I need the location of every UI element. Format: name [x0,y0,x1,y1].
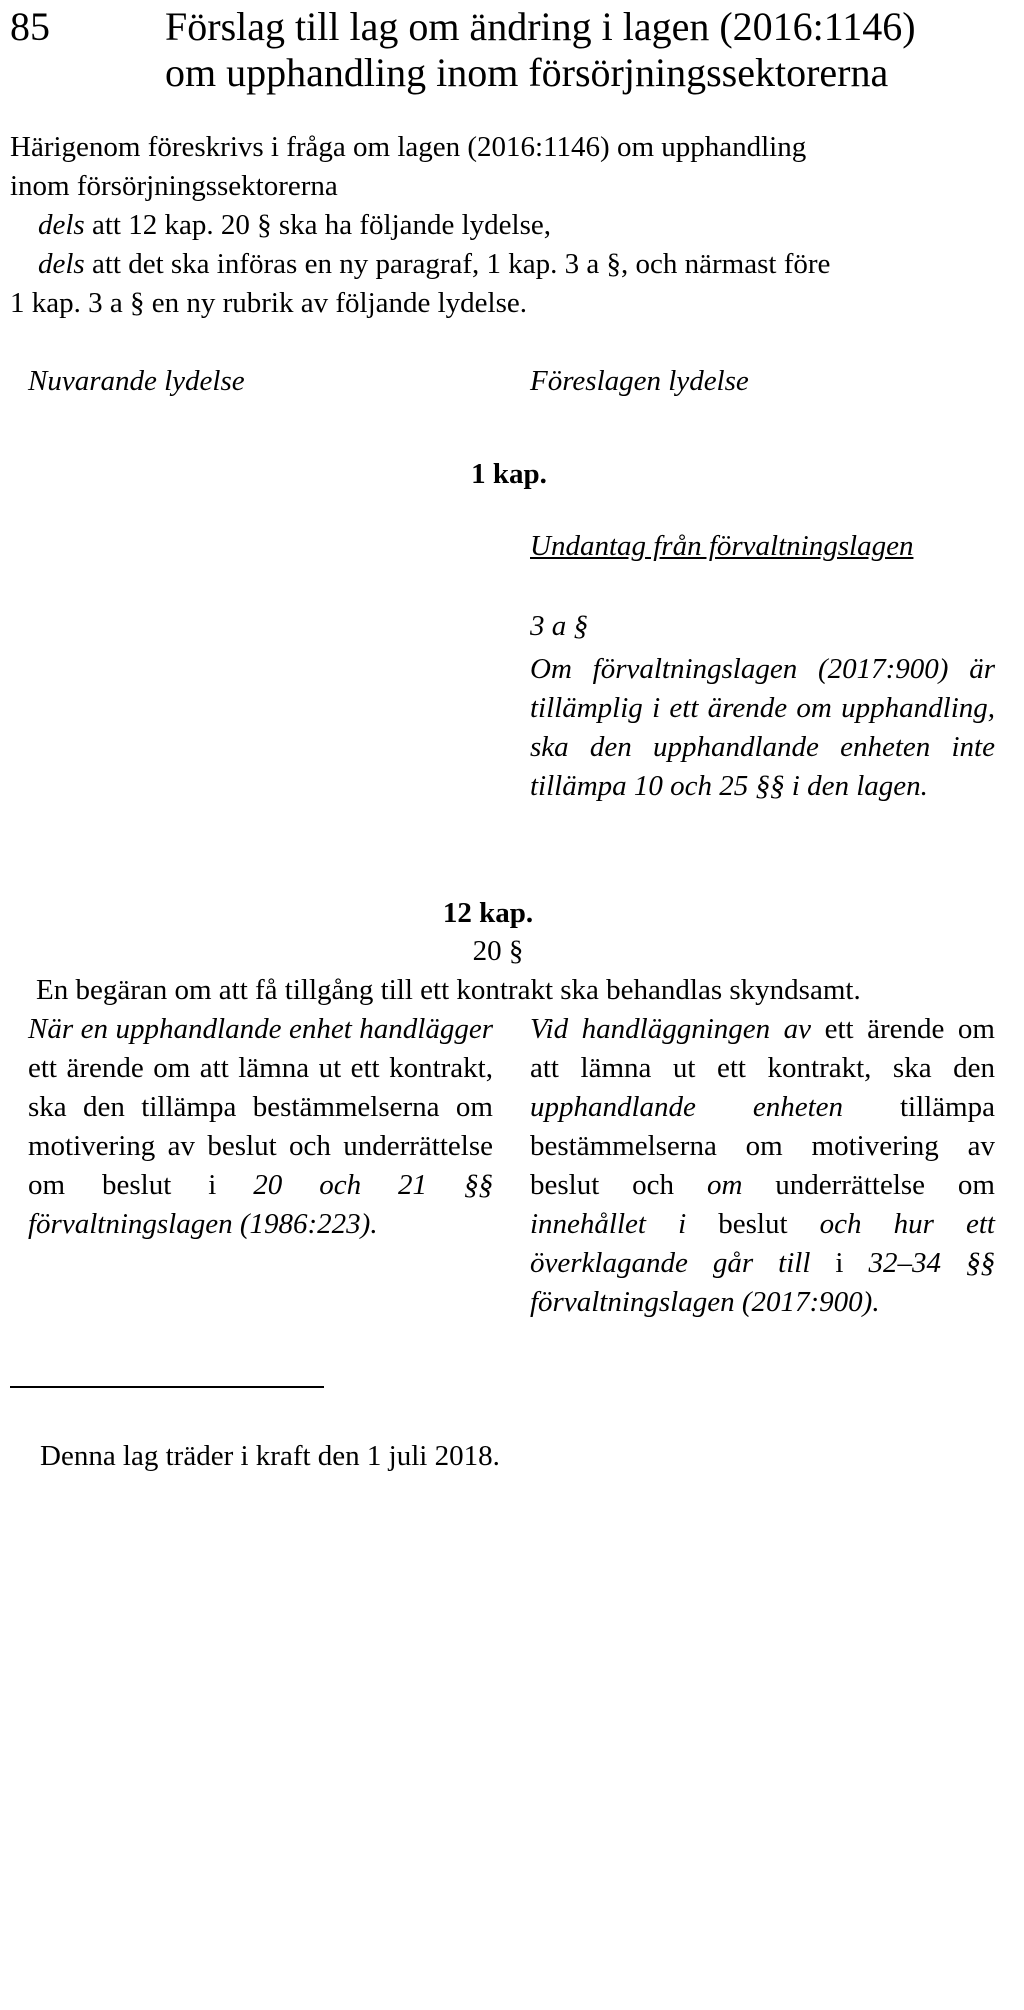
dels-1-text: att 12 kap. 20 § ska ha följande lydelse, [84,209,552,241]
chapter-1-heading: 1 kap. [471,458,547,490]
page-number: 85 [10,4,50,49]
intro-line-5: 1 kap. 3 a § en ny rubrik av följande lydelse. [10,287,528,319]
section-3a-proposed-text: Om förvaltningslagen (2017:900) är tillämplig i ett ärende om upphandling, ska den upphandlande enheten inte tillämpa 10 och 25 §§ i den lagen. [530,653,995,802]
current-wording-heading: Nuvarande lydelse [28,365,245,397]
dels-word: dels [38,209,85,241]
intro-paragraph [10,128,1010,323]
chapter-12-heading: 12 kap. [442,897,534,929]
current-text-plain-1: ett ärende om att lämna ut ett kontrakt, ska den tillämpa bestämmelserna om motivering av beslut och underrättelse om beslut i [28,1052,493,1201]
section-rubrik: Undantag från förvaltningslagen [530,530,914,562]
section-20-current-text [28,1010,493,1244]
dels-word: dels [38,248,85,280]
proposed-text-italic-6: 32–34 §§ förvaltningslagen (2017:900). [530,1247,996,1318]
section-20-mark: 20 § [472,935,524,967]
dels-2-text: att det ska införas en ny paragraf, 1 kap. 3 a §, och närmast före [84,248,831,280]
entry-into-force-text: Denna lag träder i kraft den 1 juli 2018. [40,1440,500,1472]
proposed-text-italic-2: upphandlande enheten [530,1091,844,1123]
section-20-proposed-text [530,1010,995,1322]
proposed-text-plain-3: underrättelse om [742,1169,995,1201]
title-line-1: Förslag till lag om ändring i lagen (2016:1146) [165,4,916,49]
section-3a-mark: 3 a § [530,610,588,642]
intro-dels-1 [10,206,1010,245]
proposed-text-italic-3: om [706,1169,743,1201]
current-text-italic-1: När en upphandlande enhet handlägger [28,1013,493,1045]
page-title [165,4,995,96]
proposed-text-italic-4: innehållet i [530,1208,687,1240]
divider-rule [10,1386,324,1388]
section-20-shared-text: En begäran om att få tillgång till ett kontrakt ska behandlas skyndsamt. [36,974,861,1006]
title-line-2: om upphandling inom försörjningssektorerna [165,50,889,95]
proposed-text-plain-1: ett ärende om att lämna ut ett kontrakt, ska den [530,1013,995,1084]
intro-line-1: Härigenom föreskrivs i fråga om lagen (2016:1146) om upphandling [10,131,807,163]
proposed-text-plain-5: i [810,1247,869,1279]
proposed-text-plain-2: tillämpa bestämmelserna om motivering av beslut och [530,1091,995,1201]
proposed-text-plain-4: beslut [686,1208,820,1240]
intro-line-2: inom försörjningssektorerna [10,170,338,202]
proposed-wording-heading: Föreslagen lydelse [530,365,749,397]
intro-dels-2 [10,245,1010,284]
proposed-text-italic-1: Vid handläggningen av [530,1013,812,1045]
current-text-italic-2: 20 och 21 §§ förvaltningslagen (1986:223). [28,1169,494,1240]
proposed-text-italic-5: och hur ett överklagande går till [530,1208,995,1279]
